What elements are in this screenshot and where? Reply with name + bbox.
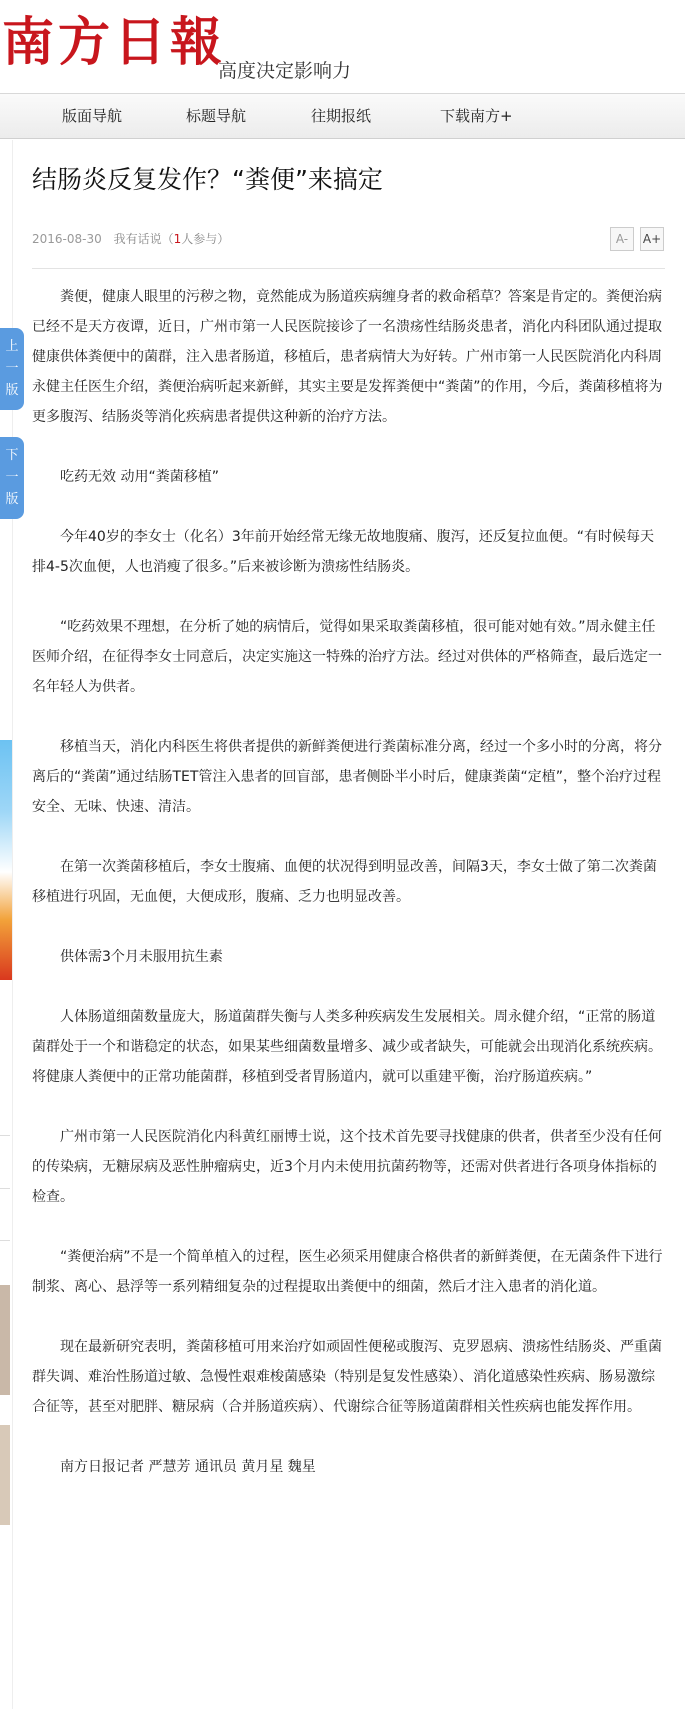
left-banner-ad[interactable]	[0, 740, 12, 980]
prev-page-label: 一	[5, 361, 19, 376]
article-body	[32, 282, 665, 1482]
article-meta	[32, 230, 229, 247]
title-divider	[32, 268, 665, 269]
article-paragraph: 移植当天，消化内科医生将供者提供的新鲜粪便进行粪菌标准分离，经过一个多小时的分离，将分离后的“粪菌”通过结肠TET管注入患者的回盲部，患者侧卧半小时后，健康粪菌“定植”，整个治疗过程安全、无味、快速、清洁。	[32, 739, 662, 815]
article-paragraph: 今年40岁的李女士（化名）3年前开始经常无缘无故地腹痛、腹泻，还反复拉血便。“有时候每天排4-5次血便，人也消瘦了很多。”后来被诊断为溃疡性结肠炎。	[32, 529, 654, 575]
prev-page-button[interactable]	[0, 328, 24, 410]
newspaper-logo[interactable]: 南方日報	[2, 12, 227, 73]
comment-count: 1	[173, 232, 182, 246]
left-divider	[0, 1188, 10, 1189]
font-increase-button[interactable]: A+	[640, 227, 664, 251]
site-slogan: 高度决定影响力	[218, 60, 352, 82]
next-page-button[interactable]	[0, 437, 24, 519]
article-paragraph: “吃药效果不理想，在分析了她的病情后，觉得如果采取粪菌移植，很可能对她有效。”周永健主任医师介绍，在征得李女士同意后，决定实施这一特殊的治疗方法。经过对供体的严格筛查，最后选定一名年轻人为供者。	[32, 619, 662, 695]
left-thumbnail[interactable]	[0, 1425, 10, 1525]
next-page-label: 一	[5, 470, 19, 485]
left-divider	[0, 1240, 10, 1241]
prev-page-label: 上	[5, 339, 19, 354]
main-nav	[0, 93, 685, 139]
article-title: 结肠炎反复发作？“粪便”来搞定	[32, 165, 383, 194]
article-subheading: 吃药无效 动用“粪菌移植”	[60, 469, 219, 485]
article-paragraph: 在第一次粪菌移植后，李女士腹痛、血便的状况得到明显改善，间隔3天，李女士做了第二次粪菌移植进行巩固，无血便，大便成形，腹痛、乏力也明显改善。	[32, 859, 657, 905]
article-byline: 南方日报记者 严慧芳 通讯员 黄月星 魏星	[60, 1459, 316, 1475]
comment-prefix: 我有话说（	[113, 232, 174, 246]
nav-download-app[interactable]: 下载南方+	[440, 107, 513, 125]
left-thumbnail[interactable]	[0, 1285, 10, 1395]
article-paragraph: 人体肠道细菌数量庞大，肠道菌群失衡与人类多种疾病发生发展相关。周永健介绍，“正常的肠道菌群处于一个和谐稳定的状态，如果某些细菌数量增多、减少或者缺失，可能就会出现消化系统疾病。将健康人粪便中的正常功能菌群，移植到受者胃肠道内，就可以重建平衡，治疗肠道疾病。”	[32, 1009, 662, 1085]
nav-headline-navigation[interactable]: 标题导航	[186, 107, 247, 125]
comment-link[interactable]	[114, 232, 230, 246]
publish-date: 2016-08-30	[32, 232, 102, 246]
font-decrease-button[interactable]: A-	[610, 227, 634, 251]
next-page-label: 版	[5, 492, 19, 507]
article-paragraph: 广州市第一人民医院消化内科黄红丽博士说，这个技术首先要寻找健康的供者，供者至少没有任何的传染病，无糖尿病及恶性肿瘤病史，近3个月内未使用抗菌药物等，还需对供者进行各项身体指标的检查。	[32, 1129, 662, 1205]
prev-page-label: 版	[5, 383, 19, 398]
article-paragraph: 粪便，健康人眼里的污秽之物，竟然能成为肠道疾病缠身者的救命稻草？答案是肯定的。粪便治病已经不是天方夜谭，近日，广州市第一人民医院接诊了一名溃疡性结肠炎患者，消化内科团队通过提取健康供体粪便中的菌群，注入患者肠道，移植后，患者病情大为好转。广州市第一人民医院消化内科周永健主任医生介绍，粪便治病听起来新鲜，其实主要是发挥粪便中“粪菌”的作用，今后，粪菌移植将为更多腹泻、结肠炎等消化疾病患者提供这种新的治疗方法。	[32, 289, 663, 425]
site-header	[0, 0, 685, 88]
nav-layout-navigation[interactable]: 版面导航	[62, 107, 123, 125]
next-page-label: 下	[5, 448, 19, 463]
article-subheading: 供体需3个月未服用抗生素	[60, 949, 223, 965]
comment-suffix: 人参与）	[181, 232, 230, 246]
nav-past-issues[interactable]: 往期报纸	[311, 107, 372, 125]
article-paragraph: “粪便治病”不是一个简单植入的过程，医生必须采用健康合格供者的新鲜粪便，在无菌条件下进行制浆、离心、悬浮等一系列精细复杂的过程提取出粪便中的细菌，然后才注入患者的消化道。	[32, 1249, 663, 1295]
left-divider	[0, 1135, 10, 1136]
article-paragraph: 现在最新研究表明，粪菌移植可用来治疗如顽固性便秘或腹泻、克罗恩病、溃疡性结肠炎、严重菌群失调、难治性肠道过敏、急慢性艰难梭菌感染（特别是复发性感染）、消化道感染性疾病、肠易激综合征等，甚至对肥胖、糖尿病（合并肠道疾病）、代谢综合征等肠道菌群相关性疾病也能发挥作用。	[32, 1339, 662, 1415]
